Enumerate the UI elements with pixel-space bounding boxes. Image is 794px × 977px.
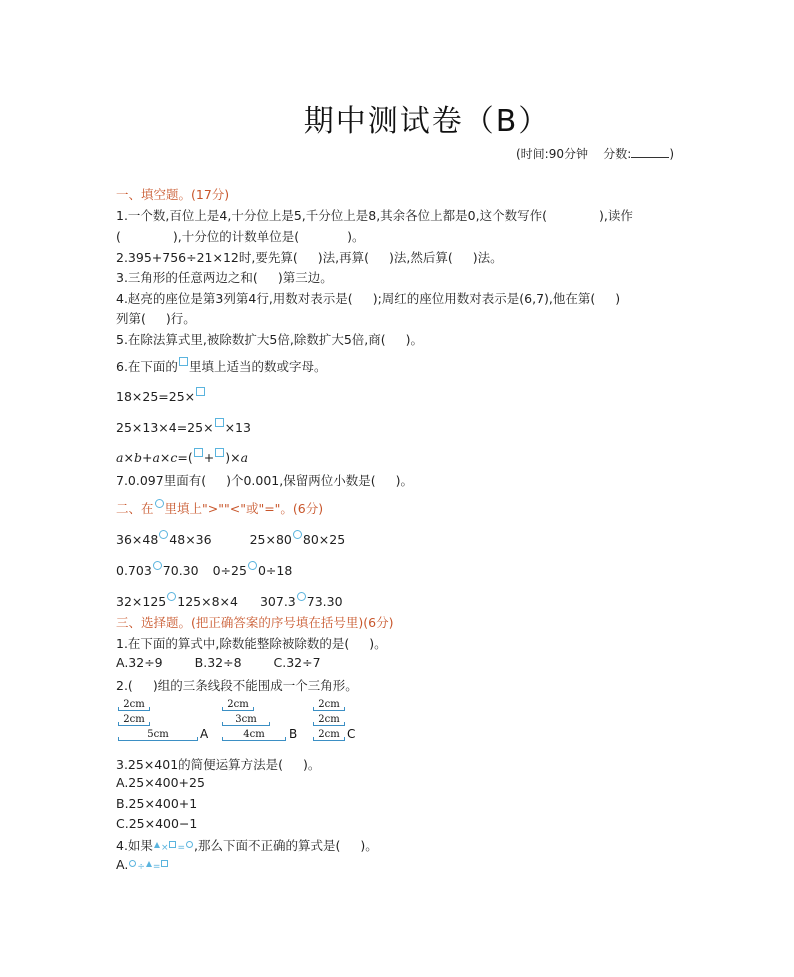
segment-label: 2cm: [227, 699, 249, 710]
circle-icon: [155, 499, 164, 508]
compare-right: 80×25: [302, 532, 346, 547]
var-a: a: [116, 450, 124, 465]
q2-line: [116, 248, 503, 266]
box-icon[interactable]: [194, 448, 203, 457]
mc-q3-option-a: A.25×400+25: [116, 775, 205, 790]
segment: [313, 714, 345, 725]
q4-text: 4.赵亮的座位是第3列第4行,用数对表示是(: [116, 291, 353, 306]
option-b: B.32÷8: [194, 655, 242, 670]
mc-q4-text-3: )。: [360, 838, 378, 853]
circle-icon: [129, 860, 136, 867]
q6-expr-2: [116, 418, 251, 435]
circle-icon[interactable]: [297, 592, 306, 601]
circle-icon[interactable]: [167, 592, 176, 601]
box-icon[interactable]: [215, 418, 224, 427]
time-label: (时间:90分钟: [516, 147, 588, 161]
q6-text-2: 里填上适当的数或字母。: [188, 359, 327, 374]
mc-q3-option-b: B.25×400+1: [116, 796, 198, 811]
segment-label: 2cm: [318, 729, 340, 740]
plus-sign: +: [141, 450, 153, 465]
section-2-header: [116, 499, 323, 517]
q2-text: 2.395+756÷21×12时,要先算(: [116, 250, 298, 265]
q4-text-4: 列第(: [116, 311, 146, 326]
q3-text-2: )第三边。: [277, 270, 333, 285]
box-icon: [169, 841, 176, 848]
equals-sign: =: [177, 843, 186, 853]
segment: [313, 729, 345, 740]
equals-paren: =(: [177, 450, 193, 465]
circle-icon[interactable]: [153, 561, 162, 570]
q3-line: [116, 268, 333, 286]
mc-q1: [116, 634, 387, 652]
segment-label: 5cm: [147, 729, 169, 740]
mc-q1-text: 1.在下面的算式中,除数能整除被除数的是(: [116, 636, 350, 651]
compare-row-3: [116, 592, 343, 609]
segment-label: 2cm: [318, 714, 340, 725]
q1-line1: [116, 206, 633, 224]
mc-q4-option-a: [116, 857, 169, 872]
q6-expr-3: [116, 448, 248, 465]
circle-icon[interactable]: [159, 530, 168, 539]
section-2-text: 二、在: [116, 501, 154, 516]
q5-text-2: )。: [405, 332, 424, 347]
score-blank: [631, 147, 669, 158]
triangle-icon: [146, 861, 152, 867]
var-c: c: [170, 450, 178, 465]
compare-right: 70.30: [162, 563, 199, 578]
expr-2-text-2: ×13: [224, 420, 251, 435]
mc-q2-text-2: )组的三条线段不能围成一个三角形。: [152, 678, 358, 693]
mc-q3-text-2: )。: [303, 757, 321, 772]
var-b: b: [133, 450, 142, 465]
circle-icon[interactable]: [293, 530, 302, 539]
q5-text: 5.在除法算式里,被除数扩大5倍,除数扩大5倍,商(: [116, 332, 386, 347]
close-times: )×: [225, 450, 241, 465]
section-3-header: 三、选择题。(把正确答案的序号填在括号里)(6分): [116, 615, 394, 630]
mc-q3-option-c: C.25×400−1: [116, 816, 198, 831]
q1-line2: [116, 227, 365, 245]
box-icon: [161, 860, 168, 867]
group-label-a: A: [200, 727, 209, 741]
q6-line: [116, 357, 326, 375]
q3-text: 3.三角形的任意两边之和(: [116, 270, 258, 285]
equals-sign: =: [152, 862, 161, 872]
compare-right: 73.30: [306, 594, 343, 609]
section-1-header: 一、填空题。(17分): [116, 187, 230, 202]
meta-close: ): [669, 147, 674, 161]
q1-text: 1.一个数,百位上是4,十分位上是5,千分位上是8,其余各位上都是0,这个数写作(: [116, 208, 547, 223]
mc-q4: [116, 836, 378, 854]
q2-text-3: )法,然后算(: [388, 250, 453, 265]
segment-label: 2cm: [123, 699, 145, 710]
segment: [313, 699, 345, 710]
q4-text-5: )行。: [165, 311, 196, 326]
expr-1-text: 18×25=25×: [116, 389, 196, 404]
q1-text-2: ),读作: [598, 208, 633, 223]
mc-q1-options: [116, 655, 321, 670]
q4-line2: [116, 309, 196, 327]
mc-q2-text: 2.(: [116, 678, 133, 693]
expr-2-text: 25×13×4=25×: [116, 420, 214, 435]
segment: [118, 729, 198, 740]
q1-text-5: )。: [347, 229, 365, 244]
times-sign: ×: [160, 843, 169, 853]
q7-text-2: )个0.001,保留两位小数是(: [226, 473, 376, 488]
compare-left: 36×48: [116, 532, 159, 547]
group-label-b: B: [289, 727, 298, 741]
compare-left: 0÷25: [212, 563, 247, 578]
box-icon: [179, 357, 188, 366]
box-icon[interactable]: [196, 387, 205, 396]
segment-label: 3cm: [235, 714, 257, 725]
compare-left: 0.703: [116, 563, 152, 578]
option-c: C.32÷7: [273, 655, 321, 670]
segment-label: 2cm: [123, 714, 145, 725]
q7-text-3: )。: [395, 473, 413, 488]
segment: [118, 699, 150, 710]
segment: [118, 714, 150, 725]
times-sign: ×: [159, 450, 171, 465]
var-a: a: [240, 450, 249, 465]
plus-sign: +: [203, 450, 215, 465]
section-2-text-2: 里填上">""<"或"="。(6分): [164, 501, 324, 516]
compare-right: 48×36: [169, 532, 212, 547]
q1-text-3: (: [116, 229, 121, 244]
score-label: 分数:: [603, 147, 632, 161]
q7-line: [116, 471, 413, 489]
segment: [222, 714, 270, 725]
exam-meta: [516, 145, 674, 162]
circle-icon: [186, 841, 193, 848]
mc-q4-text: 4.如果: [116, 838, 153, 853]
triangle-icon: [154, 842, 160, 848]
segment-label: 4cm: [243, 729, 265, 740]
var-a: a: [152, 450, 160, 465]
compare-row-1: [116, 530, 345, 547]
q5-line: [116, 330, 423, 348]
q4-text-3: ): [615, 291, 621, 306]
segment: [222, 729, 286, 740]
mc-q3-text: 3.25×401的简便运算方法是(: [116, 757, 284, 772]
q6-expr-1: [116, 387, 206, 404]
segment: [222, 699, 254, 710]
compare-left: 25×80: [249, 532, 292, 547]
q2-text-2: )法,再算(: [317, 250, 369, 265]
option-a: A.32÷9: [116, 655, 163, 670]
q6-text: 6.在下面的: [116, 359, 178, 374]
mc-q2: [116, 676, 358, 694]
compare-left: 32×125: [116, 594, 167, 609]
mc-q4-text-2: ,那么下面不正确的算式是(: [194, 838, 341, 853]
segment-label: 2cm: [318, 699, 340, 710]
divide-sign: ÷: [137, 862, 145, 872]
q4-text-2: );周红的座位用数对表示是(6,7),他在第(: [372, 291, 596, 306]
mc-q3: [116, 755, 320, 773]
page-title: 期中测试卷（B）: [303, 104, 551, 139]
q1-text-4: ),十分位的计数单位是(: [172, 229, 300, 244]
box-icon[interactable]: [215, 448, 224, 457]
option-a-label: A.: [116, 857, 129, 872]
group-label-c: C: [347, 727, 356, 741]
q2-text-4: )法。: [472, 250, 503, 265]
q4-line1: [116, 289, 620, 307]
compare-row-2: [116, 561, 292, 578]
times-sign: ×: [123, 450, 134, 465]
compare-left: 307.3: [259, 594, 296, 609]
circle-icon[interactable]: [248, 561, 257, 570]
mc-q1-text-2: )。: [369, 636, 387, 651]
q7-text: 7.0.097里面有(: [116, 473, 207, 488]
compare-right: 125×8×4: [177, 594, 238, 609]
compare-right: 0÷18: [257, 563, 293, 578]
